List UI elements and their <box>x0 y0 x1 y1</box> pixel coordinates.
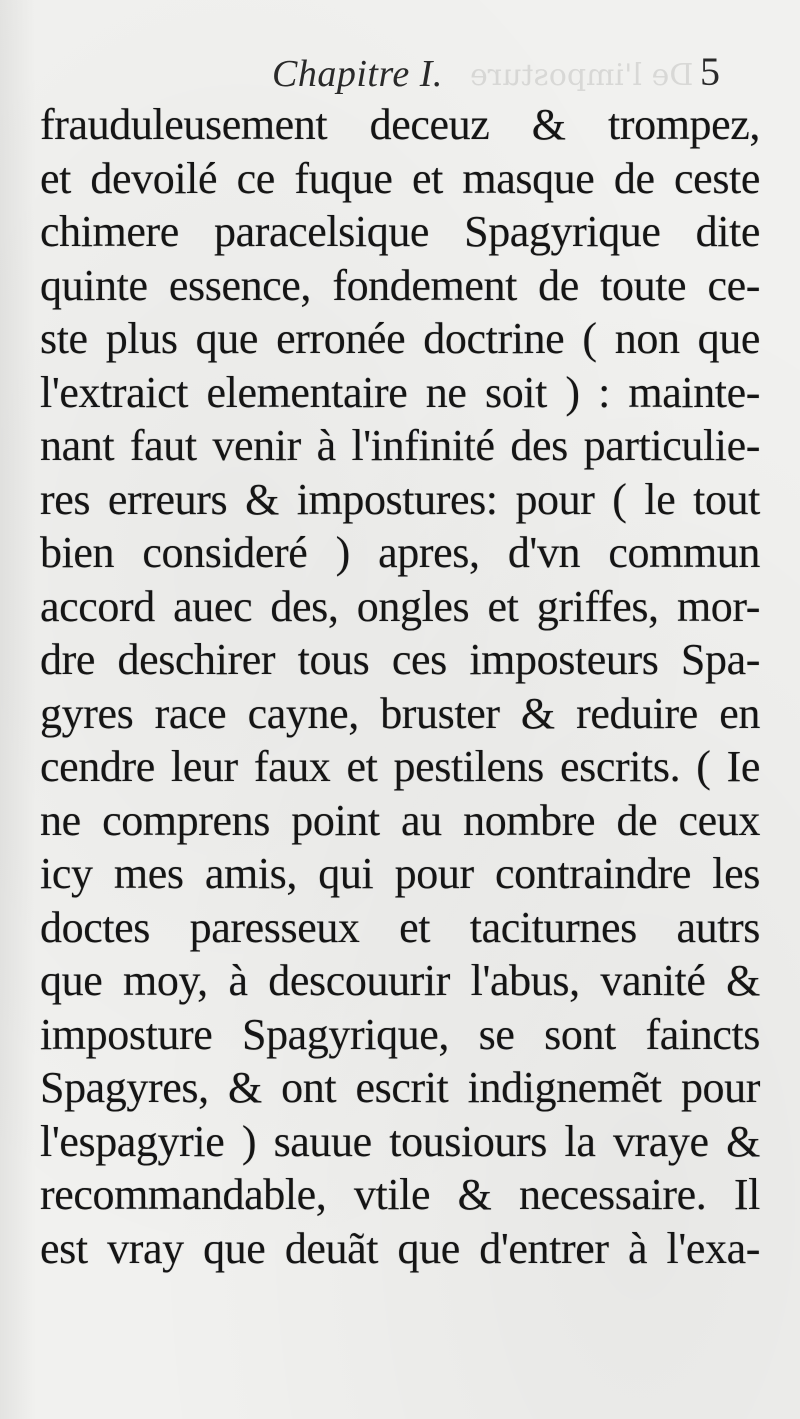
text-line: que moy, à descouurir l'abus, vanité & <box>40 956 760 1005</box>
body-text <box>40 98 760 1275</box>
text-line: doctes paresseux et taciturnes autrs <box>40 902 760 952</box>
text-line: ste plus que erronée doctrine ( non que <box>40 314 760 363</box>
text-line: icy mes amis, qui pour contraindre les <box>40 849 760 898</box>
bleed-through-text: De l'imposture <box>470 58 694 93</box>
text-line: nant faut venir à l'infinité des particulie- <box>40 421 760 470</box>
text-line: l'espagyrie ) sauue tousiours la vraye & <box>40 1116 760 1166</box>
text-line: est vray que deuãt que d'entrer à l'exa- <box>40 1223 760 1273</box>
text-line: accord auec des, ongles et griffes, mor- <box>40 581 760 631</box>
page-number: 5 <box>700 49 720 94</box>
text-line: ne comprens point au nombre de ceux <box>40 795 760 845</box>
text-line: l'extraict elementaire ne soit ) : mainte- <box>40 367 760 417</box>
text-line: Spagyres, & ont escrit indignemẽt pour <box>40 1063 760 1112</box>
text-line: gyres race cayne, bruster & reduire en <box>40 688 760 738</box>
page-edge-shadow <box>0 0 36 1419</box>
text-line: et devoilé ce fuque et masque de ceste <box>40 153 760 203</box>
text-line: dre deschirer tous ces imposteurs Spa- <box>40 635 760 684</box>
running-title: Chapitre I. <box>272 53 443 95</box>
text-line: chimere paracelsique Spagyrique dite <box>40 207 760 256</box>
text-line: recommandable, vtile & necessaire. Il <box>40 1170 760 1219</box>
text-line: frauduleusement deceuz & trompez, <box>40 100 760 149</box>
text-line: cendre leur faux et pestilens escrits. ( Ie <box>40 742 760 791</box>
page-header <box>0 44 800 104</box>
text-line: imposture Spagyrique, se sont faincts <box>40 1009 760 1059</box>
text-line: bien consideré ) apres, d'vn commun <box>40 528 760 577</box>
text-line: res erreurs & impostures: pour ( le tout <box>40 474 760 524</box>
text-line: quinte essence, fondement de toute ce- <box>40 260 760 310</box>
